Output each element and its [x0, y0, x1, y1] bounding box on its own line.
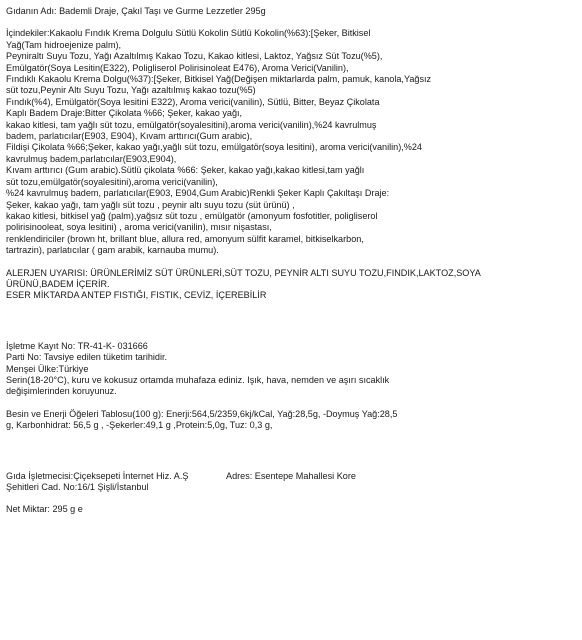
ingredients-line: tartrazin), parlatıcılar ( gam arabik, karnauba mumu).: [6, 245, 219, 256]
ingredients-line: Kaplı Badem Draje:Bitter Çikolata %66; Şeker, kakao yağı,: [6, 108, 243, 119]
net-weight: Net Miktar: 295 g e: [6, 504, 83, 515]
ingredients-line: renklendiriciler (brown ht, brillant blue, allura red, amonyum sülfit karamel, bitkiselkarbon,: [6, 233, 364, 244]
ingredients-line: Şeker, kakao yağı, tam yağlı süt tozu , peynir altı suyu tozu (süt ürünü) ,: [6, 199, 295, 210]
business-info: [6, 341, 578, 398]
registration-number: İşletme Kayıt No: TR-41-K- 031666: [6, 340, 148, 351]
nutrition-line: Besin ve Enerji Öğeleri Tablosu(100 g): Enerji:564,5/2359,6kj/kCal, Yağ:28,5g, -Doymuş Yağ:28,5: [6, 408, 398, 419]
allergen-warning: [6, 268, 578, 302]
ingredients-line: İçindekiler:Kakaolu Fındık Krema Dolgulu Sütlü Kokolin Sütlü Kokolin(%63):[Şeker, Bitkisel: [6, 28, 371, 39]
country-of-origin: Menşei Ülke:Türkiye: [6, 363, 89, 374]
ingredients-block: [6, 28, 578, 256]
ingredients-line: kakao kitlesi, tam yağlı süt tozu, emülgatör(soyalesitini),aroma verici(vanilin),%24 kavrulmuş: [6, 119, 377, 130]
ingredients-line: kakao kitlesi, bitkisel yağ (palm),yağsız süt tozu , emülgatör (amonyum fosfotitler, poligliserol: [6, 210, 378, 221]
ingredients-line: Peyniraltı Suyu Tozu, Yağı Azaltılmış Kakao Tozu, Kakao kitlesi, Laktoz, Yağsız Süt Tozu(%5),: [6, 51, 383, 62]
ingredients-line: Yağ(Tam hidroejenize palm),: [6, 39, 122, 50]
product-title: Gıdanın Adı: Bademli Draje, Çakıl Taşı ve Gurme Lezzetler 295g: [6, 6, 266, 16]
food-operator: Gıda İşletmecisi:Çiçeksepeti İnternet Hiz. A.Ş: [6, 470, 189, 481]
ingredients-line: polirisinooleat, soya lesitini) , aroma verici(vanilin), mısır nişastası,: [6, 222, 272, 233]
ingredients-line: badem, parlatıcılar(E903, E904), Kıvam arttırıcı(Gum arabic),: [6, 131, 253, 142]
ingredients-line: Fildişi Çikolata %66;Şeker, kakao yağı,yağlı süt tozu, emülgatör(soya lesitini), aroma verici(vanilin),%24: [6, 142, 422, 153]
ingredients-line: kavrulmuş badem,parlatıcılar(E903,E904),: [6, 153, 177, 164]
address-continued: Şehitleri Cad. No:16/1 Şişli/İstanbul: [6, 482, 149, 492]
ingredients-line: %24 kavrulmuş badem, parlatıcılar(E903, E904,Gum Arabic)Renkli Şeker Kaplı Çakıltaşı Draje:: [6, 188, 390, 199]
allergen-line: ALERJEN UYARISI: ÜRÜNLERİMİZ SÜT ÜRÜNLERİ,SÜT TOZU, PEYNİR ALTI SUYU TOZU,FINDIK,LAKTOZ,SOYA: [6, 267, 481, 278]
ingredients-line: Fındık(%4), Emülgatör(Soya lesitini E322), Aroma verici(vanilin), Sütlü, Bitter, Beyaz Çikolata: [6, 96, 380, 107]
allergen-line: ÜRÜNÜ,BADEM İÇERİR.: [6, 278, 110, 289]
ingredients-line: Fındıklı Kakaolu Krema Dolgu(%37):[Şeker, Bitkisel Yağ(Değişen miktarlarda palm, pamuk, kanola,Yağsız: [6, 74, 432, 85]
nutrition-table: [6, 409, 578, 432]
ingredients-line: süt tozu,Peynir Altı Suyu Tozu, Yağı azaltılmış kakao tozu(%5): [6, 85, 256, 96]
storage-instructions: değişimlerinden koruyunuz.: [6, 386, 117, 397]
address: Adres: Esentepe Mahallesi Kore: [226, 470, 356, 481]
lot-number: Parti No: Tavsiye edilen tüketim tarihidir.: [6, 352, 168, 363]
ingredients-line: Kıvam arttırıcı (Gum arabic).Sütlü çikolata %66: Şeker, kakao yağı,kakao kitlesi,tam yağlı: [6, 165, 365, 176]
storage-instructions: Serin(18-20°C), kuru ve kokusuz ortamda muhafaza ediniz. Işık, hava, nemden ve aşırı sıcaklık: [6, 374, 390, 385]
company-info: [6, 471, 578, 494]
allergen-line: ESER MİKTARDA ANTEP FISTIĞI, FISTIK, CEVİZ, İÇEREBİLİR: [6, 290, 267, 301]
ingredients-line: süt tozu,emülgatör(soyalesitini),aroma verici(vanilin),: [6, 176, 218, 187]
nutrition-line: g, Karbonhidrat: 56,5 g , -Şekerler:49,1 g ,Protein:5,0g, Tuz: 0,3 g,: [6, 420, 273, 431]
ingredients-line: Emülgatör(Soya Lesitin(E322), Poligliserol Polirisinoleat E476), Aroma Verici(Vanilin),: [6, 62, 349, 73]
label-document: [6, 6, 578, 516]
